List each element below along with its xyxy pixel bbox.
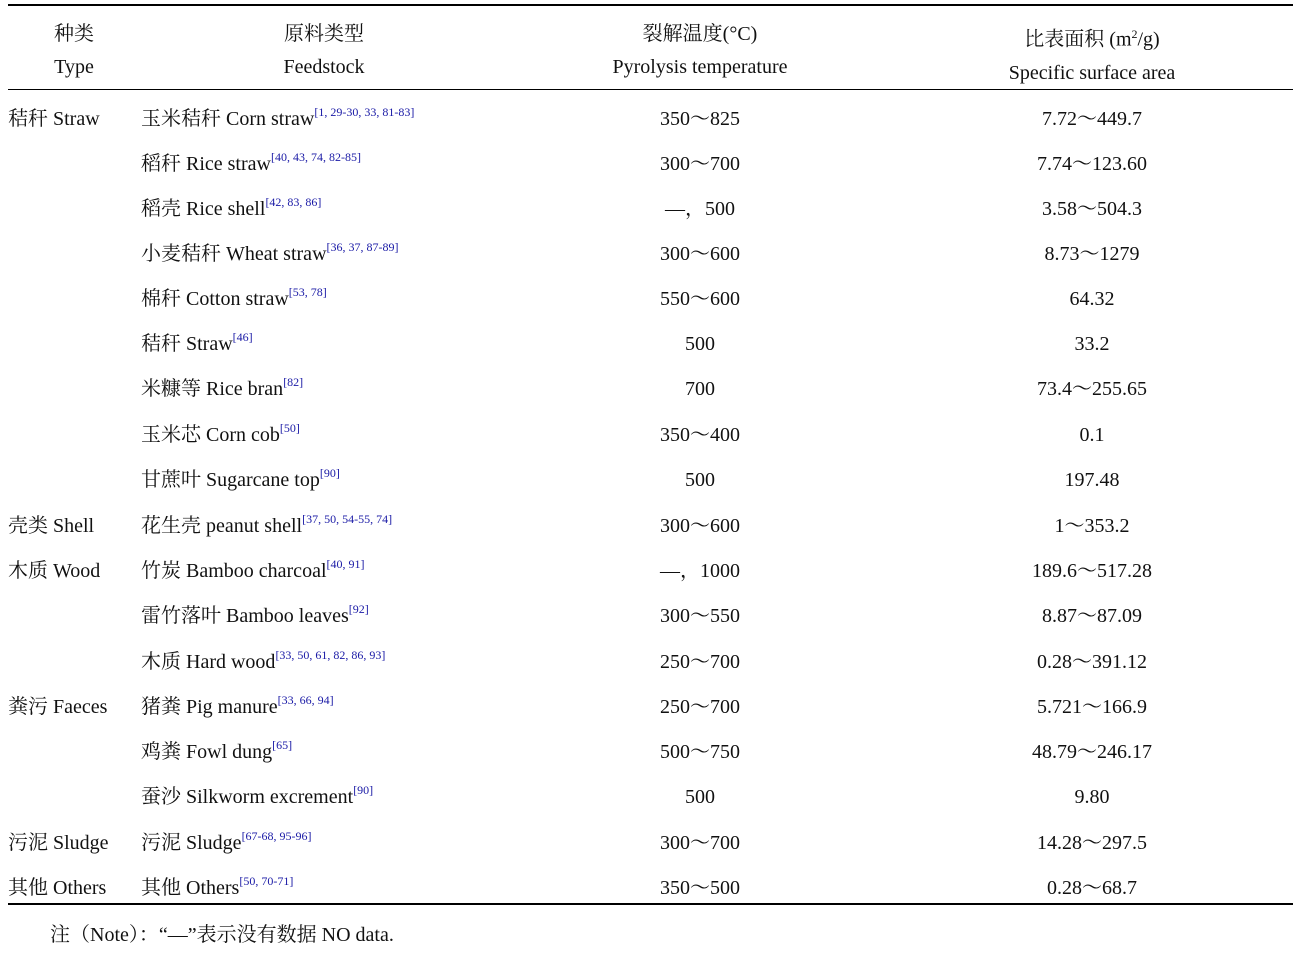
row-pyrolysis-temperature: —，500 (665, 198, 735, 220)
header-area (950, 18, 1234, 90)
header-feedstock (204, 18, 444, 84)
row-specific-surface-area: 0.28～391.12 (1037, 651, 1147, 673)
table-header-rule (8, 89, 1293, 90)
header-area-cn (950, 18, 1234, 57)
row-feedstock-name: 木质 Hard wood (141, 651, 276, 673)
table-row (0, 277, 1298, 322)
row-reference-citation: [33, 66, 94] (277, 693, 334, 707)
row-reference-citation: [46] (232, 330, 253, 344)
row-feedstock (141, 97, 414, 142)
row-reference-citation: [82] (283, 375, 304, 389)
row-reference-citation: [90] (319, 466, 340, 480)
header-type (14, 18, 134, 84)
row-pyrolysis-temperature: 300～600 (660, 243, 740, 265)
table-note: 注（Note）：“—”表示没有数据 NO data. (50, 924, 394, 946)
row-feedstock-name: 玉米秸秆 Corn straw (141, 108, 315, 130)
row-pyrolysis-temperature: 350～825 (660, 108, 740, 130)
row-specific-surface-area: 48.79～246.17 (1032, 741, 1152, 763)
row-feedstock-name: 米糠等 Rice bran (141, 378, 284, 400)
row-pyrolysis-temperature: 500 (685, 469, 715, 491)
row-feedstock-name: 鸡粪 Fowl dung (141, 741, 273, 763)
row-specific-surface-area: 0.1 (1079, 424, 1105, 446)
row-feedstock-name: 稻秆 Rice straw (141, 153, 271, 175)
row-feedstock-name: 蚕沙 Silkworm excrement (141, 786, 354, 808)
row-specific-surface-area: 1～353.2 (1054, 515, 1130, 537)
row-feedstock (141, 187, 321, 232)
row-specific-surface-area: 7.72～449.7 (1042, 108, 1142, 130)
row-feedstock-name: 甘蔗叶 Sugarcane top (141, 469, 320, 491)
table-row (0, 775, 1298, 820)
header-area-superscript: 2 (1131, 27, 1138, 41)
header-feedstock-cn: 原料类型 (284, 23, 364, 45)
row-reference-citation: [50] (279, 421, 300, 435)
row-feedstock-name: 花生壳 peanut shell (141, 515, 303, 537)
row-category: 其他 Others (8, 877, 107, 899)
row-pyrolysis-temperature: 300～600 (660, 515, 740, 537)
row-pyrolysis-temperature: 350～500 (660, 877, 740, 899)
row-category: 污泥 Sludge (8, 832, 109, 854)
row-pyrolysis-temperature: 350～400 (660, 424, 740, 446)
row-feedstock-name: 污泥 Sludge (141, 832, 242, 854)
row-feedstock (141, 821, 312, 866)
header-type-cn: 种类 (54, 23, 94, 45)
header-type-en: Type (54, 56, 94, 78)
row-pyrolysis-temperature: 300～700 (660, 153, 740, 175)
row-specific-surface-area: 5.721～166.9 (1037, 696, 1147, 718)
row-feedstock-name: 秸秆 Straw (141, 333, 233, 355)
row-specific-surface-area: 14.28～297.5 (1037, 832, 1147, 854)
row-category: 木质 Wood (8, 560, 101, 582)
row-specific-surface-area: 197.48 (1064, 469, 1120, 491)
row-specific-surface-area: 7.74～123.60 (1037, 153, 1147, 175)
row-category: 壳类 Shell (8, 515, 95, 537)
row-reference-citation: [92] (348, 602, 369, 616)
row-pyrolysis-temperature: 300～700 (660, 832, 740, 854)
row-reference-citation: [67-68, 95-96] (241, 829, 312, 843)
row-pyrolysis-temperature: 500 (685, 333, 715, 355)
row-reference-citation: [42, 83, 86] (265, 195, 322, 209)
row-feedstock-name: 竹炭 Bamboo charcoal (141, 560, 327, 582)
row-reference-citation: [40, 91] (326, 557, 365, 571)
table-row (0, 458, 1298, 503)
header-area-cn-prefix: 比表面积 (m (1024, 28, 1132, 51)
row-reference-citation: [1, 29-30, 33, 81-83] (314, 105, 415, 119)
row-specific-surface-area: 8.87～87.09 (1042, 605, 1142, 627)
table-row (0, 367, 1298, 412)
row-feedstock (141, 549, 365, 594)
header-temperature (560, 18, 840, 84)
table-row (0, 187, 1298, 232)
row-feedstock-name: 猪粪 Pig manure (141, 696, 278, 718)
row-feedstock (141, 504, 392, 549)
row-specific-surface-area: 9.80 (1074, 786, 1110, 808)
row-reference-citation: [50, 70-71] (239, 874, 294, 888)
table-row (0, 504, 1298, 549)
row-feedstock (141, 730, 292, 775)
row-reference-citation: [36, 37, 87-89] (326, 240, 399, 254)
row-pyrolysis-temperature: 500 (685, 786, 715, 808)
header-temperature-en: Pyrolysis temperature (612, 56, 788, 78)
table-row (0, 821, 1298, 866)
row-feedstock (141, 232, 399, 277)
row-specific-surface-area: 0.28～68.7 (1047, 877, 1137, 899)
row-feedstock (141, 458, 340, 503)
row-feedstock (141, 594, 369, 639)
table-row (0, 594, 1298, 639)
row-feedstock (141, 322, 253, 367)
row-category: 秸秆 Straw (8, 108, 100, 130)
row-reference-citation: [33, 50, 61, 82, 86, 93] (275, 648, 386, 662)
row-specific-surface-area: 33.2 (1074, 333, 1110, 355)
row-pyrolysis-temperature: 300～550 (660, 605, 740, 627)
table-bottom-rule (8, 903, 1293, 905)
row-feedstock (141, 277, 327, 322)
row-pyrolysis-temperature: 250～700 (660, 651, 740, 673)
row-pyrolysis-temperature: —，1000 (660, 560, 740, 582)
header-temperature-cn: 裂解温度(°C) (642, 23, 758, 45)
header-feedstock-en: Feedstock (283, 56, 365, 78)
row-feedstock-name: 稻壳 Rice shell (141, 198, 266, 220)
row-feedstock-name: 小麦秸秆 Wheat straw (141, 243, 327, 265)
row-feedstock-name: 其他 Others (141, 877, 240, 899)
row-feedstock (141, 640, 385, 685)
row-specific-surface-area: 8.73～1279 (1044, 243, 1140, 265)
row-specific-surface-area: 3.58～504.3 (1042, 198, 1142, 220)
row-pyrolysis-temperature: 250～700 (660, 696, 740, 718)
table-row (0, 232, 1298, 277)
header-area-en: Specific surface area (1008, 61, 1176, 84)
table-row (0, 640, 1298, 685)
row-feedstock (141, 775, 373, 820)
row-feedstock-name: 棉秆 Cotton straw (141, 288, 289, 310)
row-reference-citation: [40, 43, 74, 82-85] (270, 150, 361, 164)
row-reference-citation: [37, 50, 54-55, 74] (302, 512, 393, 526)
table-row (0, 322, 1298, 367)
row-specific-surface-area: 64.32 (1069, 288, 1115, 310)
row-pyrolysis-temperature: 550～600 (660, 288, 740, 310)
row-feedstock-name: 雷竹落叶 Bamboo leaves (141, 605, 349, 627)
row-reference-citation: [65] (272, 738, 293, 752)
row-pyrolysis-temperature: 500～750 (660, 741, 740, 763)
row-feedstock (141, 367, 303, 412)
row-reference-citation: [90] (353, 783, 374, 797)
row-feedstock (141, 413, 300, 458)
table-top-rule (8, 4, 1293, 6)
table-row (0, 142, 1298, 187)
row-specific-surface-area: 189.6～517.28 (1032, 560, 1152, 582)
row-feedstock (141, 142, 361, 187)
row-reference-citation: [53, 78] (288, 285, 327, 299)
table-row (0, 549, 1298, 594)
row-feedstock (141, 685, 334, 730)
table-row (0, 97, 1298, 142)
table-row (0, 685, 1298, 730)
table-row (0, 413, 1298, 458)
row-pyrolysis-temperature: 700 (685, 378, 715, 400)
row-specific-surface-area: 73.4～255.65 (1037, 378, 1147, 400)
header-area-cn-suffix: /g) (1137, 28, 1160, 51)
table-row (0, 730, 1298, 775)
row-feedstock-name: 玉米芯 Corn cob (141, 424, 280, 446)
row-category: 粪污 Faeces (8, 696, 108, 718)
